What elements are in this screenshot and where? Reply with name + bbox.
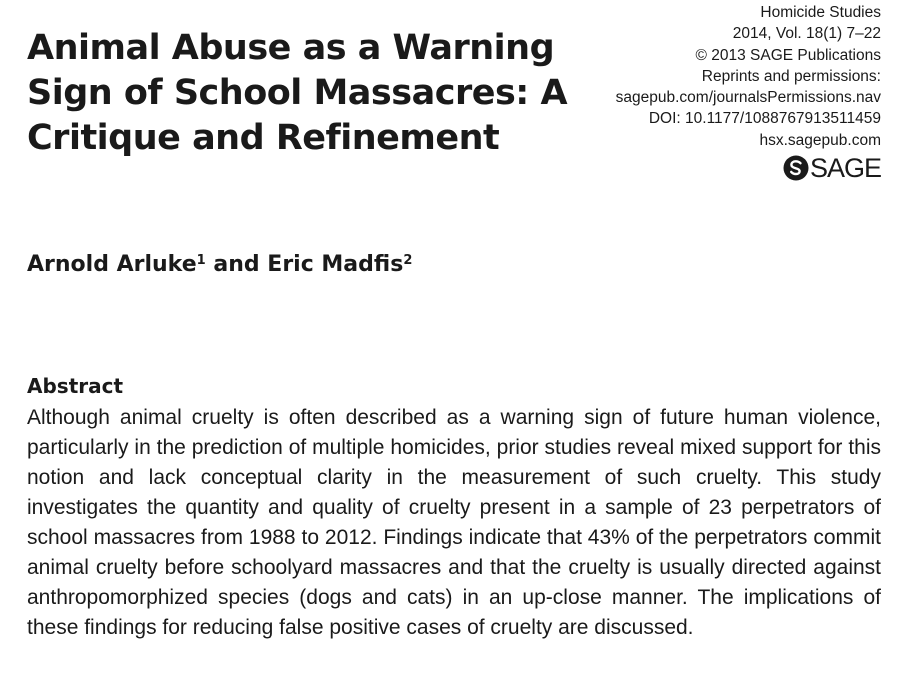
paper-title: Animal Abuse as a Warning Sign of School Massacres: A Critique and Refinement [27,28,568,158]
author-affiliation: 1 [196,253,206,268]
journal-site-link[interactable]: hsx.sagepub.com [759,131,881,149]
permissions-link[interactable]: sagepub.com/journalsPermissions.nav [615,89,881,107]
sage-logo [783,152,881,184]
author-affiliation: 2 [403,253,413,268]
author-conjunction: and [213,252,260,277]
sage-s-icon [783,155,809,181]
author-line [27,250,412,280]
reprints-line: Reprints and permissions: [701,67,881,85]
sage-wordmark: SAGE [809,153,881,183]
doi-line[interactable]: DOI: 10.1177/1088767913511459 [648,110,881,128]
abstract-text: Although animal cruelty is often described as a warning sign of future human violence, particularly in the prediction of multiple homicides, prior studies reveal mixed support for this notion and lack conceptual clarity in the measurement of such cruelty. This study investigates the quantity and quality of cruelty present in a sample of 23 perpetrators of school massacres from 1988 to 2012. Findings indicate that 43% of the perpetrators commit animal cruelty before schoolyard massacres and that the cruelty is usually directed against anthropomorphized species (dogs and cats) in an up-close manner. The implications of these findings for reducing false positive cases of cruelty are discussed. [27,406,881,639]
author-name: Arnold Arluke [27,252,197,277]
copyright-line: © 2013 SAGE Publications [695,46,881,64]
journal-name: Homicide Studies [760,4,881,21]
journal-info [551,2,881,151]
author-name: Eric Madfis [267,252,404,277]
volume-line: 2014, Vol. 18(1) 7–22 [732,25,881,43]
abstract-heading: Abstract [27,374,124,398]
